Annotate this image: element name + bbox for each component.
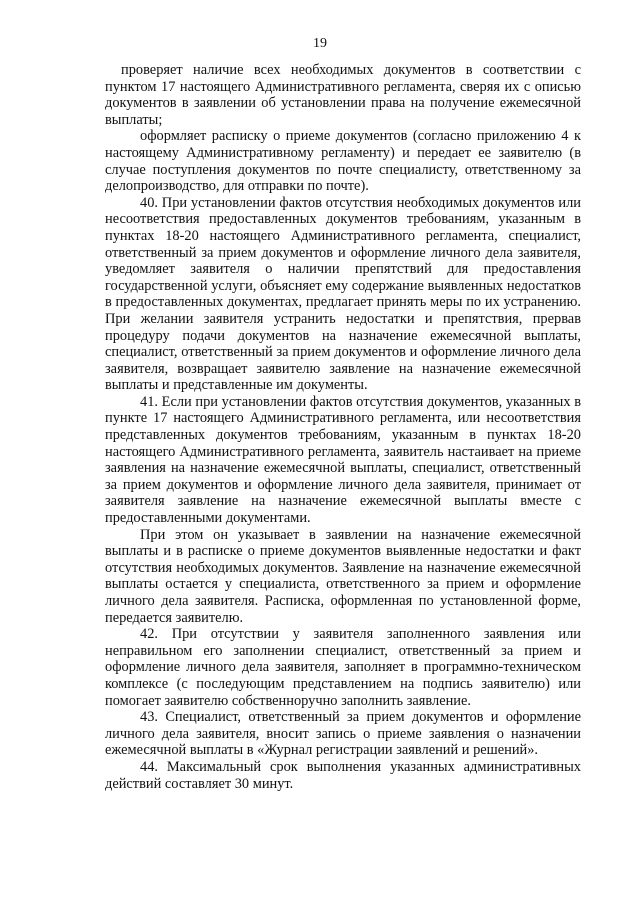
paragraph-40: 40. При установлении фактов отсутствия необходимых документов или несоответствия предоставленных документов требованиям, указанным в пунктах 18-20 настоящего Административного регламента, специалист, ответственный за прием документов и оформление личного дела заявителя, уведомляет заявителя о наличии препятствий для предоставления государственной услуги, объясняет ему содержание выявленных недостатков в предоставленных документах, предлагает принять меры по их устранению. При желании заявителя устранить недостатки и препятствия, прервав процедуру подачи документов на назначение ежемесячной выплаты, специалист, ответственный за прием документов и оформление личного дела заявителя, возвращает заявителю заявление на назначение ежемесячной выплаты и представленные им документы. [105, 194, 581, 394]
page-number: 19 [313, 36, 327, 51]
document-body [105, 62, 581, 792]
paragraph-43: 43. Специалист, ответственный за прием документов и оформление личного дела заявителя, вносит запись о приеме заявления о назначении ежемесячной выплаты в «Журнал регистрации заявлений и решений». [105, 709, 581, 759]
paragraph-41-continued: При этом он указывает в заявлении на назначение ежемесячной выплаты и в расписке о приеме документов выявленные недостатки и факт отсутствия необходимых документов. Заявление на назначение ежемесячной выплаты остается у специалиста, ответственного за прием и оформление личного дела заявителя. Расписка, оформленная по установленной форме, передается заявителю. [105, 526, 581, 626]
paragraph-document-check: проверяет наличие всех необходимых документов в соответствии с пунктом 17 настоящего Административного регламента, сверяя их с описью документов в заявлении об установлении права на получение ежемесячной выплаты; [105, 62, 581, 128]
paragraph-42: 42. При отсутствии у заявителя заполненного заявления или неправильном его заполнении специалист, ответственный за прием и оформление личного дела заявителя, заполняет в программно-техническом комплексе (с последующим представлением на подпись заявителю) или помогает заявителю собственноручно заполнить заявление. [105, 626, 581, 709]
paragraph-41: 41. Если при установлении фактов отсутствия документов, указанных в пункте 17 настоящего Административного регламента, или несоответствия представленных документов требованиям, указанным в пунктах 18-20 настоящего Административного регламента, заявитель настаивает на приеме заявления на назначение ежемесячной выплаты, специалист, ответственный за прием документов и оформление личного дела заявителя, принимает от заявителя заявление на назначение ежемесячной выплаты вместе с предоставленными документами. [105, 393, 581, 527]
paragraph-44: 44. Максимальный срок выполнения указанных административных действий составляет 30 минут. [105, 758, 581, 792]
paragraph-receipt: оформляет расписку о приеме документов (согласно приложению 4 к настоящему Административному регламенту) и передает ее заявителю (в случае поступления документов по почте специалисту, ответственному за делопроизводство, для отправки по почте). [105, 128, 581, 195]
